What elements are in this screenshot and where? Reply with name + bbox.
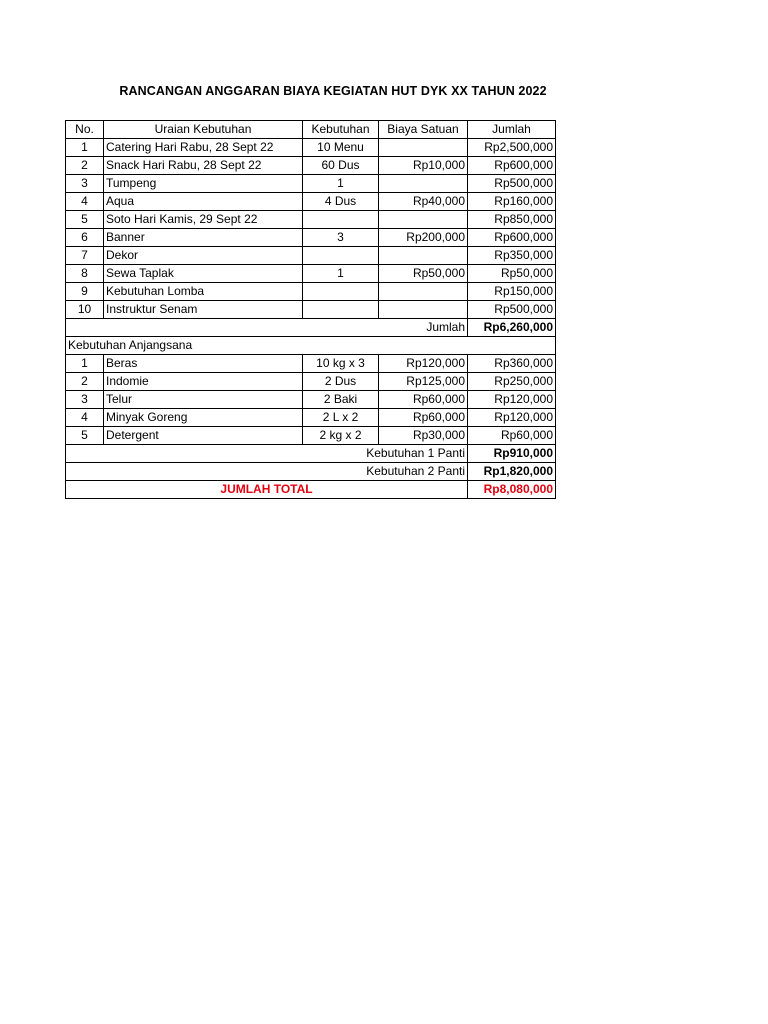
header-no: No. — [66, 121, 104, 139]
cell-qty: 2 kg x 2 — [303, 427, 379, 445]
cell-qty — [303, 211, 379, 229]
section-title: Kebutuhan Anjangsana — [66, 337, 556, 355]
table-row — [66, 301, 556, 319]
cell-total: Rp350,000 — [468, 247, 556, 265]
cell-total: Rp60,000 — [468, 427, 556, 445]
cell-total: Rp50,000 — [468, 265, 556, 283]
cell-qty: 2 Baki — [303, 391, 379, 409]
cell-no: 7 — [66, 247, 104, 265]
cell-total: Rp120,000 — [468, 409, 556, 427]
cell-desc: Telur — [104, 391, 303, 409]
cell-unit-cost: Rp125,000 — [379, 373, 468, 391]
grand-total-value: Rp8,080,000 — [468, 481, 556, 499]
header-qty: Kebutuhan — [303, 121, 379, 139]
grand-total-row — [66, 481, 556, 499]
cell-qty: 3 — [303, 229, 379, 247]
cell-desc: Snack Hari Rabu, 28 Sept 22 — [104, 157, 303, 175]
cell-unit-cost: Rp30,000 — [379, 427, 468, 445]
document-title: RANCANGAN ANGGARAN BIAYA KEGIATAN HUT DYK XX TAHUN 2022 — [119, 84, 547, 98]
cell-unit-cost: Rp40,000 — [379, 193, 468, 211]
subtotal-row — [66, 319, 556, 337]
cell-total: Rp600,000 — [468, 229, 556, 247]
section-row — [66, 337, 556, 355]
cell-unit-cost: Rp120,000 — [379, 355, 468, 373]
cell-total: Rp2,500,000 — [468, 139, 556, 157]
table-row — [66, 175, 556, 193]
table-row — [66, 229, 556, 247]
cell-total: Rp150,000 — [468, 283, 556, 301]
cell-qty: 10 kg x 3 — [303, 355, 379, 373]
cell-qty: 1 — [303, 265, 379, 283]
cell-total: Rp160,000 — [468, 193, 556, 211]
table-row — [66, 265, 556, 283]
cell-desc: Catering Hari Rabu, 28 Sept 22 — [104, 139, 303, 157]
cell-no: 5 — [66, 211, 104, 229]
table-row — [66, 409, 556, 427]
cell-total: Rp500,000 — [468, 175, 556, 193]
cell-no: 6 — [66, 229, 104, 247]
cell-unit-cost: Rp60,000 — [379, 391, 468, 409]
cell-no: 5 — [66, 427, 104, 445]
cell-desc: Banner — [104, 229, 303, 247]
cell-desc: Dekor — [104, 247, 303, 265]
table-row — [66, 247, 556, 265]
table-row — [66, 283, 556, 301]
table-row — [66, 139, 556, 157]
cell-no: 1 — [66, 355, 104, 373]
header-desc: Uraian Kebutuhan — [104, 121, 303, 139]
header-row — [66, 121, 556, 139]
cell-qty — [303, 301, 379, 319]
cell-desc: Detergent — [104, 427, 303, 445]
subtotal-value: Rp6,260,000 — [468, 319, 556, 337]
cell-unit-cost: Rp200,000 — [379, 229, 468, 247]
cell-no: 1 — [66, 139, 104, 157]
table-row — [66, 427, 556, 445]
cell-desc: Sewa Taplak — [104, 265, 303, 283]
table-row — [66, 391, 556, 409]
cell-desc: Instruktur Senam — [104, 301, 303, 319]
table-row — [66, 211, 556, 229]
anjangsana-body — [66, 355, 556, 445]
cell-qty: 2 L x 2 — [303, 409, 379, 427]
cell-unit-cost: Rp50,000 — [379, 265, 468, 283]
cell-no: 8 — [66, 265, 104, 283]
cell-unit-cost — [379, 301, 468, 319]
cell-no: 2 — [66, 157, 104, 175]
cell-no: 4 — [66, 193, 104, 211]
cell-desc: Beras — [104, 355, 303, 373]
cell-desc: Kebutuhan Lomba — [104, 283, 303, 301]
panti1-row — [66, 445, 556, 463]
cell-qty: 2 Dus — [303, 373, 379, 391]
cell-qty: 4 Dus — [303, 193, 379, 211]
cell-total: Rp850,000 — [468, 211, 556, 229]
cell-unit-cost — [379, 139, 468, 157]
cell-desc: Tumpeng — [104, 175, 303, 193]
cell-desc: Aqua — [104, 193, 303, 211]
cell-unit-cost — [379, 283, 468, 301]
panti2-row — [66, 463, 556, 481]
cell-total: Rp600,000 — [468, 157, 556, 175]
cell-qty: 60 Dus — [303, 157, 379, 175]
header-total: Jumlah — [468, 121, 556, 139]
cell-no: 10 — [66, 301, 104, 319]
panti2-label: Kebutuhan 2 Panti — [66, 463, 468, 481]
table-row — [66, 355, 556, 373]
cell-no: 2 — [66, 373, 104, 391]
cell-no: 3 — [66, 175, 104, 193]
cell-unit-cost — [379, 175, 468, 193]
cell-total: Rp360,000 — [468, 355, 556, 373]
grand-total-label: JUMLAH TOTAL — [66, 481, 468, 499]
cell-unit-cost — [379, 211, 468, 229]
cell-desc: Indomie — [104, 373, 303, 391]
cell-unit-cost: Rp10,000 — [379, 157, 468, 175]
table-row — [66, 157, 556, 175]
cell-desc: Soto Hari Kamis, 29 Sept 22 — [104, 211, 303, 229]
cell-no: 9 — [66, 283, 104, 301]
subtotal-label: Jumlah — [66, 319, 468, 337]
cell-qty — [303, 283, 379, 301]
table-row — [66, 193, 556, 211]
cell-qty — [303, 247, 379, 265]
cell-total: Rp500,000 — [468, 301, 556, 319]
table-row — [66, 373, 556, 391]
cell-unit-cost — [379, 247, 468, 265]
panti2-value: Rp1,820,000 — [468, 463, 556, 481]
header-unit-cost: Biaya Satuan — [379, 121, 468, 139]
cell-total: Rp250,000 — [468, 373, 556, 391]
budget-table — [65, 120, 556, 499]
items-body — [66, 139, 556, 319]
cell-qty: 10 Menu — [303, 139, 379, 157]
cell-unit-cost: Rp60,000 — [379, 409, 468, 427]
cell-total: Rp120,000 — [468, 391, 556, 409]
cell-no: 3 — [66, 391, 104, 409]
cell-desc: Minyak Goreng — [104, 409, 303, 427]
panti1-label: Kebutuhan 1 Panti — [66, 445, 468, 463]
cell-no: 4 — [66, 409, 104, 427]
cell-qty: 1 — [303, 175, 379, 193]
panti1-value: Rp910,000 — [468, 445, 556, 463]
